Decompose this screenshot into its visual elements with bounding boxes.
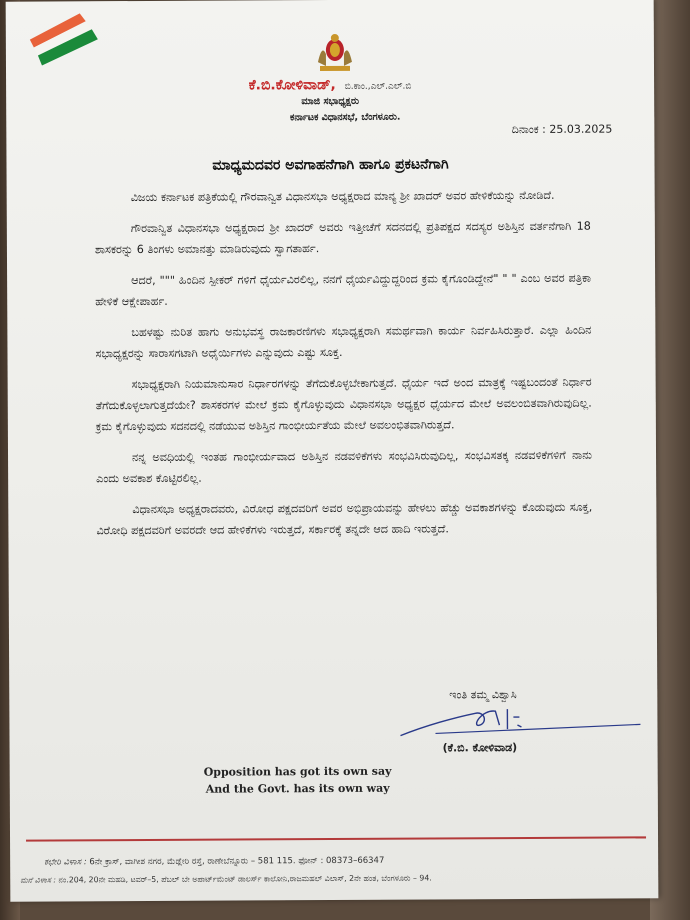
signature-icon (395, 694, 645, 745)
letter-body (95, 185, 593, 552)
closing-salutation: ಇಂತಿ ತಮ್ಮ ವಿಶ್ವಾಸಿ (449, 688, 517, 702)
footer-divider (26, 836, 646, 841)
letter-sheet (6, 0, 659, 902)
letter-title: ಮಾಧ್ಯಮದವರ ಅವಗಾಹನೆಗಾಗಿ ಹಾಗೂ ಪ್ರಕಟನೆಗಾಗಿ (212, 156, 449, 174)
motto (204, 763, 392, 798)
paragraph: ವಿಧಾನಸಭಾ ಅಧ್ಯಕ್ಷರಾದವರು, ವಿರೋಧ ಪಕ್ಷದವರಿಗೆ ಅವರ ಅಭಿಪ್ರಾಯವನ್ನು ಹೇಳಲು ಹೆಚ್ಚು ಅವಕಾಶಗಳನ್ನು ಕೊಡುವುದು ಸೂಕ್ತ, ವಿರೋಧಿ ಪಕ್ಷದವರಿಗೆ ಅವರದೇ ಆದ ಹೇಳಿಕೆಗಳು ಇರುತ್ತದೆ, ಸರ್ಕಾರಕ್ಕೆ ತನ್ನದೇ ಆದ ಹಾದಿ ಇರುತ್ತದೆ. (96, 500, 593, 538)
paragraph: ವಿಜಯ ಕರ್ನಾಟಕ ಪತ್ರಿಕೆಯಲ್ಲಿ ಗೌರವಾನ್ವಿತ ವಿಧಾನಸಭಾ ಅಧ್ಯಕ್ಷರಾದ ಮಾನ್ಯ ಶ್ರೀ ಖಾದರ್ ಅವರ ಹೇಳಿಕೆಯನ್ನು ನೋಡಿದೆ. (130, 188, 555, 205)
home-address-label: ಮನೆ ವಿಳಾಸ : (20, 875, 57, 885)
home-address-line (20, 873, 432, 885)
paragraph: ಸಭಾಧ್ಯಕ್ಷರಾಗಿ ನಿಯಮಾನುಸಾರ ನಿರ್ಧಾರಗಳನ್ನು ತೆಗೆದುಕೊಳ್ಳಬೇಕಾಗುತ್ತದೆ. ಧೈರ್ಯ ಇದೆ ಅಂದ ಮಾತ್ರಕ್ಕೆ ಇಷ್ಟಬಂದಂತೆ ನಿರ್ಧಾರ ತೆಗೆದುಕೊಳ್ಳಲಾಗುತ್ತದೆಯೇ? ಶಾಸಕರಗಳ ಮೇಲೆ ಕ್ರಮ ಕೈಗೊಳ್ಳುವುದು ವಿಧಾನಸಭಾ ಅಧ್ಯಕ್ಷರ ಧೈರ್ಯದ ಮೇಲೆ ಅವಲಂಬಿತವಾಗಿರುವುದಿಲ್ಲ. ಕ್ರಮ ಕೈಗೊಳ್ಳುವುದು ಸದನದಲ್ಲಿ ನಡೆಯುವ ಅಶಿಸ್ತಿನ ಗಾಂಭೀರ್ಯತೆಯ ಮೇಲೆ ಅವಲಂಭಿತವಾಗಿರುತ್ತದೆ. (95, 375, 592, 434)
paragraph: ನನ್ನ ಅವಧಿಯಲ್ಲಿ ಇಂತಹ ಗಾಂಭೀರ್ಯವಾದ ಅಶಿಸ್ತಿನ ನಡವಳಿಕೆಗಳು ಸಂಭವಿಸಿರುವುದಿಲ್ಲ, ಸಂಭವಿಸತಕ್ಕ ನಡವಳಿಕೆಗಳಿಗೆ ನಾನು ಎಂದು ಅವಕಾಶ ಕೊಟ್ಟಿರಲಿಲ್ಲ. (96, 448, 593, 486)
office-address: 6ನೇ ಕ್ರಾಸ್, ವಾಗೀಶ ನಗರ, ಮೆಡ್ಲೇರಿ ರಸ್ತೆ, ರಾಣೇಬೆನ್ನೂರು – 581 115. ಫೋನ್ : 08373–66347 (89, 855, 385, 868)
signer-name: (ಕೆ.ಬಿ. ಕೋಳಿವಾಡ) (442, 741, 518, 755)
office-address-line (44, 856, 384, 868)
author-institution: ಕರ್ನಾಟಕ ವಿಧಾನಸಭೆ, ಬೆಂಗಳೂರು. (289, 111, 401, 124)
flag-stripes-icon (20, 9, 110, 79)
author-degrees: ಬಿ.ಕಾಂ.,ಎಲ್.ಎಲ್.ಬಿ (344, 81, 412, 92)
state-emblem-icon (312, 32, 358, 74)
paragraph: ಆದರೆ, """ ಹಿಂದಿನ ಸ್ಪೀಕರ್ ಗಳಿಗೆ ಧೈರ್ಯವಿರಲಿಲ್ಲ, ನನಗೆ ಧೈರ್ಯವಿದ್ದುದ್ದರಿಂದ ಕ್ರಮ ಕೈಗೊಂಡಿದ್ದೇನೆ" " " ಎಂಬ ಅವರ ಪತ್ರಿಕಾ ಹೇಳಿಕೆ ಆಕ್ಷೇಪಾರ್ಹ. (95, 271, 592, 309)
author-designation: ಮಾಜಿ ಸಭಾಧ್ಯಕ್ಷರು (301, 95, 360, 108)
author-name: ಕೆ.ಬಿ.ಕೋಳಿವಾಡ್, (248, 76, 336, 94)
motto-line-1: Opposition has got its own say (203, 764, 392, 779)
letter-date: ದಿನಾಂಕ : 25.03.2025 (511, 122, 613, 137)
paragraph: ಬಹಳಷ್ಟು ನುರಿತ ಹಾಗು ಅನುಭವಸ್ಥ ರಾಜಕಾರಣಿಗಳು ಸಭಾಧ್ಯಕ್ಷರಾಗಿ ಸಮರ್ಥವಾಗಿ ಕಾರ್ಯ ನಿರ್ವಹಿಸಿರುತ್ತಾರೆ. ಎಲ್ಲಾ ಹಿಂದಿನ ಸಭಾಧ್ಯಕ್ಷರನ್ನು ಸಾರಾಸಗಟಾಗಿ ಅಧೈರ್ಯಿಗಳು ಎನ್ನುವುದು ಎಷ್ಟು ಸೂಕ್ತ. (95, 323, 592, 361)
home-address: ನಂ.204, 20ನೇ ಮಹಡಿ, ಟವರ್–5, ಪೆಬಲ್ ಬೇ ಅಪಾರ್ಟ್‌ಮೆಂಟ್ ಡಾಲರ್ಸ್ ಕಾಲೋನಿ,ರಾಜಮಹಲ್ ವಿಲಾಸ್, 2ನೇ ಹಂತ, ಬೆಂಗಳೂರು – 94. (58, 873, 432, 885)
letterhead-name (6, 75, 654, 94)
office-address-label: ಕಛೇರಿ ವಿಳಾಸ : (44, 857, 87, 868)
paragraph: ಗೌರವಾನ್ವಿತ ವಿಧಾನಸಭಾ ಅಧ್ಯಕ್ಷರಾದ ಶ್ರೀ ಖಾದರ್ ಅವರು ಇತ್ತೀಚೆಗೆ ಸದನದಲ್ಲಿ ಪ್ರತಿಪಕ್ಷದ ಸದಸ್ಯರ ಅಶಿಸ್ತಿನ ವರ್ತನೆಗಾಗಿ 18 ಶಾಸಕರನ್ನು 6 ತಿಂಗಳು ಅಮಾನತ್ತು ಮಾಡಿರುವುದು ಸ್ವಾಗತಾರ್ಹ. (94, 219, 591, 257)
motto-line-2: And the Govt. has its own way (205, 781, 390, 796)
